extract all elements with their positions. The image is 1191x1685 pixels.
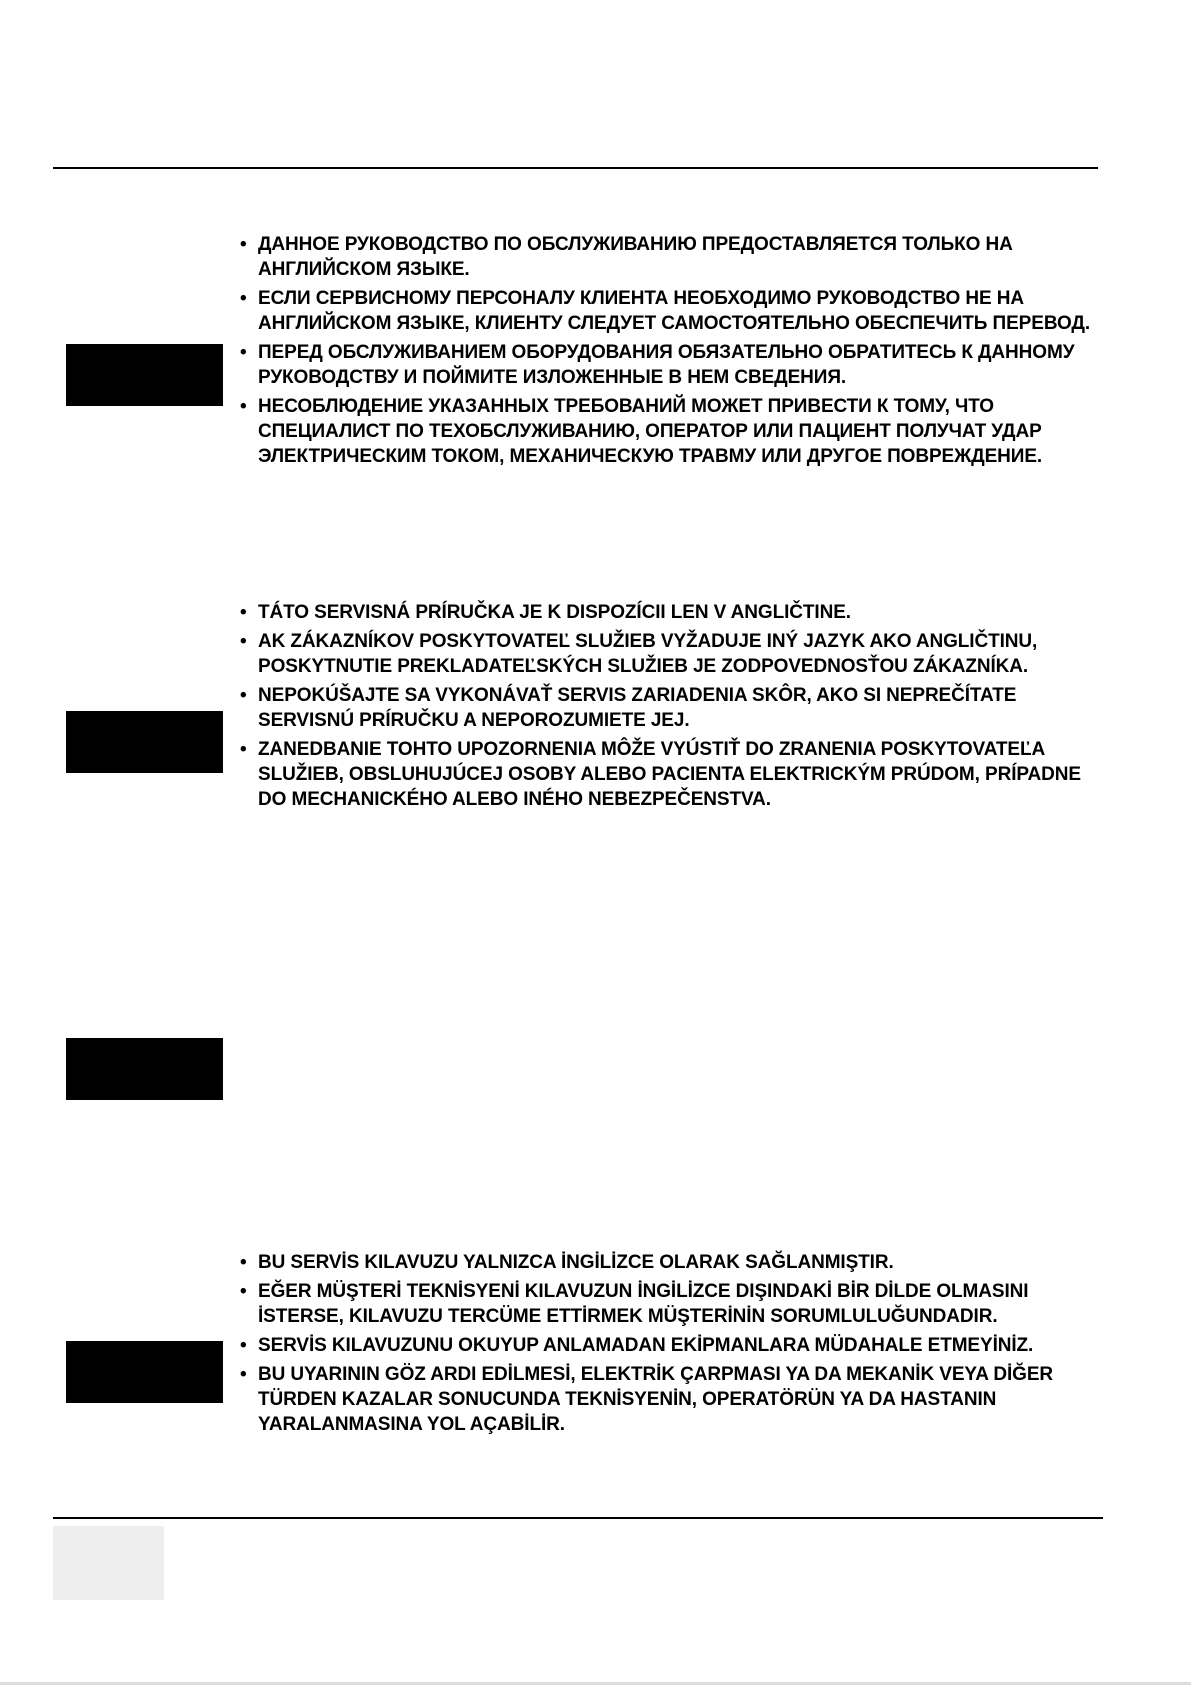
- warning-item-text: NEPOKÚŠAJTE SA VYKONÁVAŤ SERVIS ZARIADENIA SKÔR, AKO SI NEPREČÍTATE SERVISNÚ PRÍRUČKU A NEPOROZUMIETE JEJ.: [258, 685, 1017, 731]
- warning-text-tr: [240, 1250, 1090, 1441]
- warning-item: [240, 737, 1088, 812]
- warning-item-text: ПЕРЕД ОБСЛУЖИВАНИЕМ ОБОРУДОВАНИЯ ОБЯЗАТЕЛЬНО ОБРАТИТЕСЬ К ДАННОМУ РУКОВОДСТВУ И ПОЙМИТЕ ИЗЛОЖЕННЫЕ В НЕМ СВЕДЕНИЯ.: [258, 342, 1075, 388]
- warning-item-text: ДАННОЕ РУКОВОДСТВО ПО ОБСЛУЖИВАНИЮ ПРЕДОСТАВЛЯЕТСЯ ТОЛЬКО НА АНГЛИЙСКОМ ЯЗЫКЕ.: [258, 234, 1013, 280]
- bullet: •: [240, 685, 247, 706]
- warning-label-box-tr: [66, 1341, 223, 1403]
- bullet: •: [240, 342, 247, 363]
- bullet: •: [240, 602, 247, 623]
- bullet: •: [240, 631, 247, 652]
- warning-label-box-ru: [66, 344, 223, 406]
- warning-item-text: НЕСОБЛЮДЕНИЕ УКАЗАННЫХ ТРЕБОВАНИЙ МОЖЕТ ПРИВЕСТИ К ТОМУ, ЧТО СПЕЦИАЛИСТ ПО ТЕХОБСЛУЖИВАНИЮ, ОПЕРАТОР ИЛИ ПАЦИЕНТ ПОЛУЧАТ УДАР ЭЛЕКТРИЧЕСКИМ ТОКОМ, МЕХАНИЧЕСКУЮ ТРАВМУ ИЛИ ДРУГОЕ ПОВРЕЖДЕНИЕ.: [258, 396, 1043, 467]
- warning-item: [240, 629, 1088, 679]
- warning-item: [240, 600, 1090, 625]
- warning-item: [240, 1250, 1090, 1275]
- warning-label-box-blank: [66, 1038, 223, 1100]
- warning-item: [240, 1333, 1058, 1358]
- page-number-block: [53, 1526, 164, 1600]
- warning-item-text: EĞER MÜŞTERİ TEKNİSYENİ KILAVUZUN İNGİLİZCE DIŞINDAKİ BİR DİLDE OLMASINI İSTERSE, KILAVUZU TERCÜME ETTİRMEK MÜŞTERİNİN SORUMLULUĞUNDADIR.: [258, 1281, 1029, 1327]
- warning-item: [240, 340, 1090, 390]
- bottom-rule: [53, 1517, 1103, 1519]
- warning-item: [240, 394, 1078, 469]
- warning-item: [240, 1362, 1088, 1437]
- warning-item: [240, 683, 1058, 733]
- warning-item: [240, 1279, 1058, 1329]
- bullet: •: [240, 1335, 247, 1356]
- warning-item-text: BU UYARININ GÖZ ARDI EDİLMESİ, ELEKTRİK ÇARPMASI YA DA MEKANİK VEYA DİĞER TÜRDEN KAZALAR SONUCUNDA TEKNİSYENİN, OPERATÖRÜN YA DA HASTANIN YARALANMASINA YOL AÇABİLİR.: [258, 1364, 1054, 1435]
- warning-text-sk: [240, 600, 1090, 816]
- warning-item-text: ЕСЛИ СЕРВИСНОМУ ПЕРСОНАЛУ КЛИЕНТА НЕОБХОДИМО РУКОВОДСТВО НЕ НА АНГЛИЙСКОМ ЯЗЫКЕ, КЛИЕНТУ СЛЕДУЕТ САМОСТОЯТЕЛЬНО ОБЕСПЕЧИТЬ ПЕРЕВОД.: [258, 288, 1091, 334]
- warning-item: [240, 232, 1018, 282]
- bullet: •: [240, 1252, 247, 1273]
- warning-item-text: TÁTO SERVISNÁ PRÍRUČKA JE K DISPOZÍCII LEN V ANGLIČTINE.: [258, 602, 851, 623]
- bullet: •: [240, 1281, 247, 1302]
- warning-item: [240, 286, 1090, 336]
- bullet: •: [240, 288, 247, 309]
- warning-item-text: SERVİS KILAVUZUNU OKUYUP ANLAMADAN EKİPMANLARA MÜDAHALE ETMEYİNİZ.: [258, 1335, 1034, 1356]
- warning-item-text: ZANEDBANIE TOHTO UPOZORNENIA MÔŽE VYÚSTIŤ DO ZRANENIA POSKYTOVATEĽA SLUŽIEB, OBSLUHUJÚCEJ OSOBY ALEBO PACIENTA ELEKTRICKÝM PRÚDOM, PRÍPADNE DO MECHANICKÉHO ALEBO INÉHO NEBEZPEČENSTVA.: [258, 739, 1081, 810]
- warning-item-text: AK ZÁKAZNÍKOV POSKYTOVATEĽ SLUŽIEB VYŽADUJE INÝ JAZYK AKO ANGLIČTINU, POSKYTNUTIE PREKLADATEĽSKÝCH SLUŽIEB JE ZODPOVEDNOSŤOU ZÁKAZNÍKA.: [258, 631, 1038, 677]
- bullet: •: [240, 396, 247, 417]
- top-rule: [53, 167, 1098, 169]
- bullet: •: [240, 739, 247, 760]
- warning-text-ru: [240, 232, 1090, 473]
- warning-label-box-sk: [66, 711, 223, 773]
- warning-item-text: BU SERVİS KILAVUZU YALNIZCA İNGİLİZCE OLARAK SAĞLANMIŞTIR.: [258, 1252, 894, 1273]
- bullet: •: [240, 234, 247, 255]
- bullet: •: [240, 1364, 247, 1385]
